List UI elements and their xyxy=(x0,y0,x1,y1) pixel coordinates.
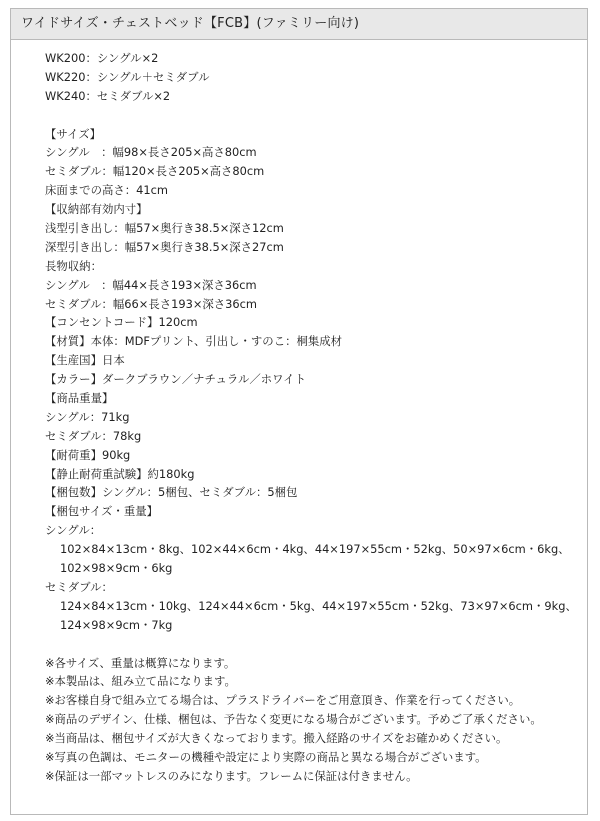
spec-line: 【カラー】ダークブラウン／ナチュラル／ホワイト xyxy=(45,372,306,387)
spec-line: シングル：71kg xyxy=(45,409,130,424)
note-line: ※保証は一部マットレスのみになります。フレームに保証は付きません。 xyxy=(45,768,418,783)
spec-box xyxy=(10,8,588,815)
spec-line: 【商品重量】 xyxy=(45,391,114,406)
note-line: ※各サイズ、重量は概算になります。 xyxy=(45,655,236,670)
spec-content xyxy=(11,40,587,786)
spec-line: セミダブル： xyxy=(45,579,113,594)
model-line: WK220：シングル＋セミダブル xyxy=(45,69,210,84)
spec-list xyxy=(45,125,587,635)
spec-line: 【生産国】日本 xyxy=(45,353,125,368)
spec-line: セミダブル：78kg xyxy=(45,428,142,443)
spec-line: セミダブル：幅120×長さ205×高さ80cm xyxy=(45,164,265,179)
spec-line: 【梱包サイズ・重量】 xyxy=(45,504,158,519)
spec-line: 深型引き出し：幅57×奥行き38.5×深さ27cm xyxy=(45,239,284,254)
spec-line: 長物収納： xyxy=(45,258,102,273)
note-line: ※写真の色調は、モニターの機種や設定により実際の商品と異なる場合がございます。 xyxy=(45,749,487,764)
spec-line: 浅型引き出し：幅57×奥行き38.5×深さ12cm xyxy=(45,221,284,236)
spec-line: 【サイズ】 xyxy=(45,126,102,141)
spec-line: 102×84×13cm・8kg、102×44×6cm・4kg、44×197×55cm・52kg、50×97×6cm・6kg、 xyxy=(60,542,570,557)
spec-title: ワイドサイズ・チェストベッド【FCB】(ファミリー向け) xyxy=(11,9,587,40)
spacer xyxy=(45,635,587,654)
spec-line: 【静止耐荷重試験】約180kg xyxy=(45,466,195,481)
spec-line: 124×84×13cm・10kg、124×44×6cm・5kg、44×197×55cm・52kg、73×97×6cm・9kg、 xyxy=(60,598,577,613)
spec-line: セミダブル：幅66×長さ193×深さ36cm xyxy=(45,296,258,311)
spec-line: シングル： xyxy=(45,523,102,538)
note-line: ※当商品は、梱包サイズが大きくなっております。搬入経路のサイズをお確かめください。 xyxy=(45,731,508,746)
spec-line: シングル ：幅44×長さ193×深さ36cm xyxy=(45,277,257,292)
note-line: ※お客様自身で組み立てる場合は、プラスドライバーをご用意頂き、作業を行ってください。 xyxy=(45,693,521,708)
spec-line: 102×98×9cm・6kg xyxy=(60,561,173,576)
model-list xyxy=(45,49,587,106)
model-line: WK240：セミダブル×2 xyxy=(45,88,171,103)
model-line: WK200：シングル×2 xyxy=(45,51,159,65)
spec-line: 【収納部有効内寸】 xyxy=(45,202,148,217)
spacer xyxy=(45,106,587,125)
spec-line: シングル ：幅98×長さ205×高さ80cm xyxy=(45,145,257,160)
spec-line: 床面までの高さ：41cm xyxy=(45,183,168,198)
spec-line: 【梱包数】シングル：5梱包、セミダブル：5梱包 xyxy=(45,485,298,500)
spec-line: 【コンセントコード】120cm xyxy=(45,315,198,330)
note-line: ※本製品は、組み立て品になります。 xyxy=(45,674,236,689)
spec-line: 124×98×9cm・7kg xyxy=(60,617,173,632)
spec-line: 【材質】本体：MDFプリント、引出し・すのこ：桐集成材 xyxy=(45,334,343,349)
note-line: ※商品のデザイン、仕様、梱包は、予告なく変更になる場合がございます。予めご了承ください。 xyxy=(45,712,542,727)
spec-line: 【耐荷重】90kg xyxy=(45,447,131,462)
notes-list xyxy=(45,654,587,786)
